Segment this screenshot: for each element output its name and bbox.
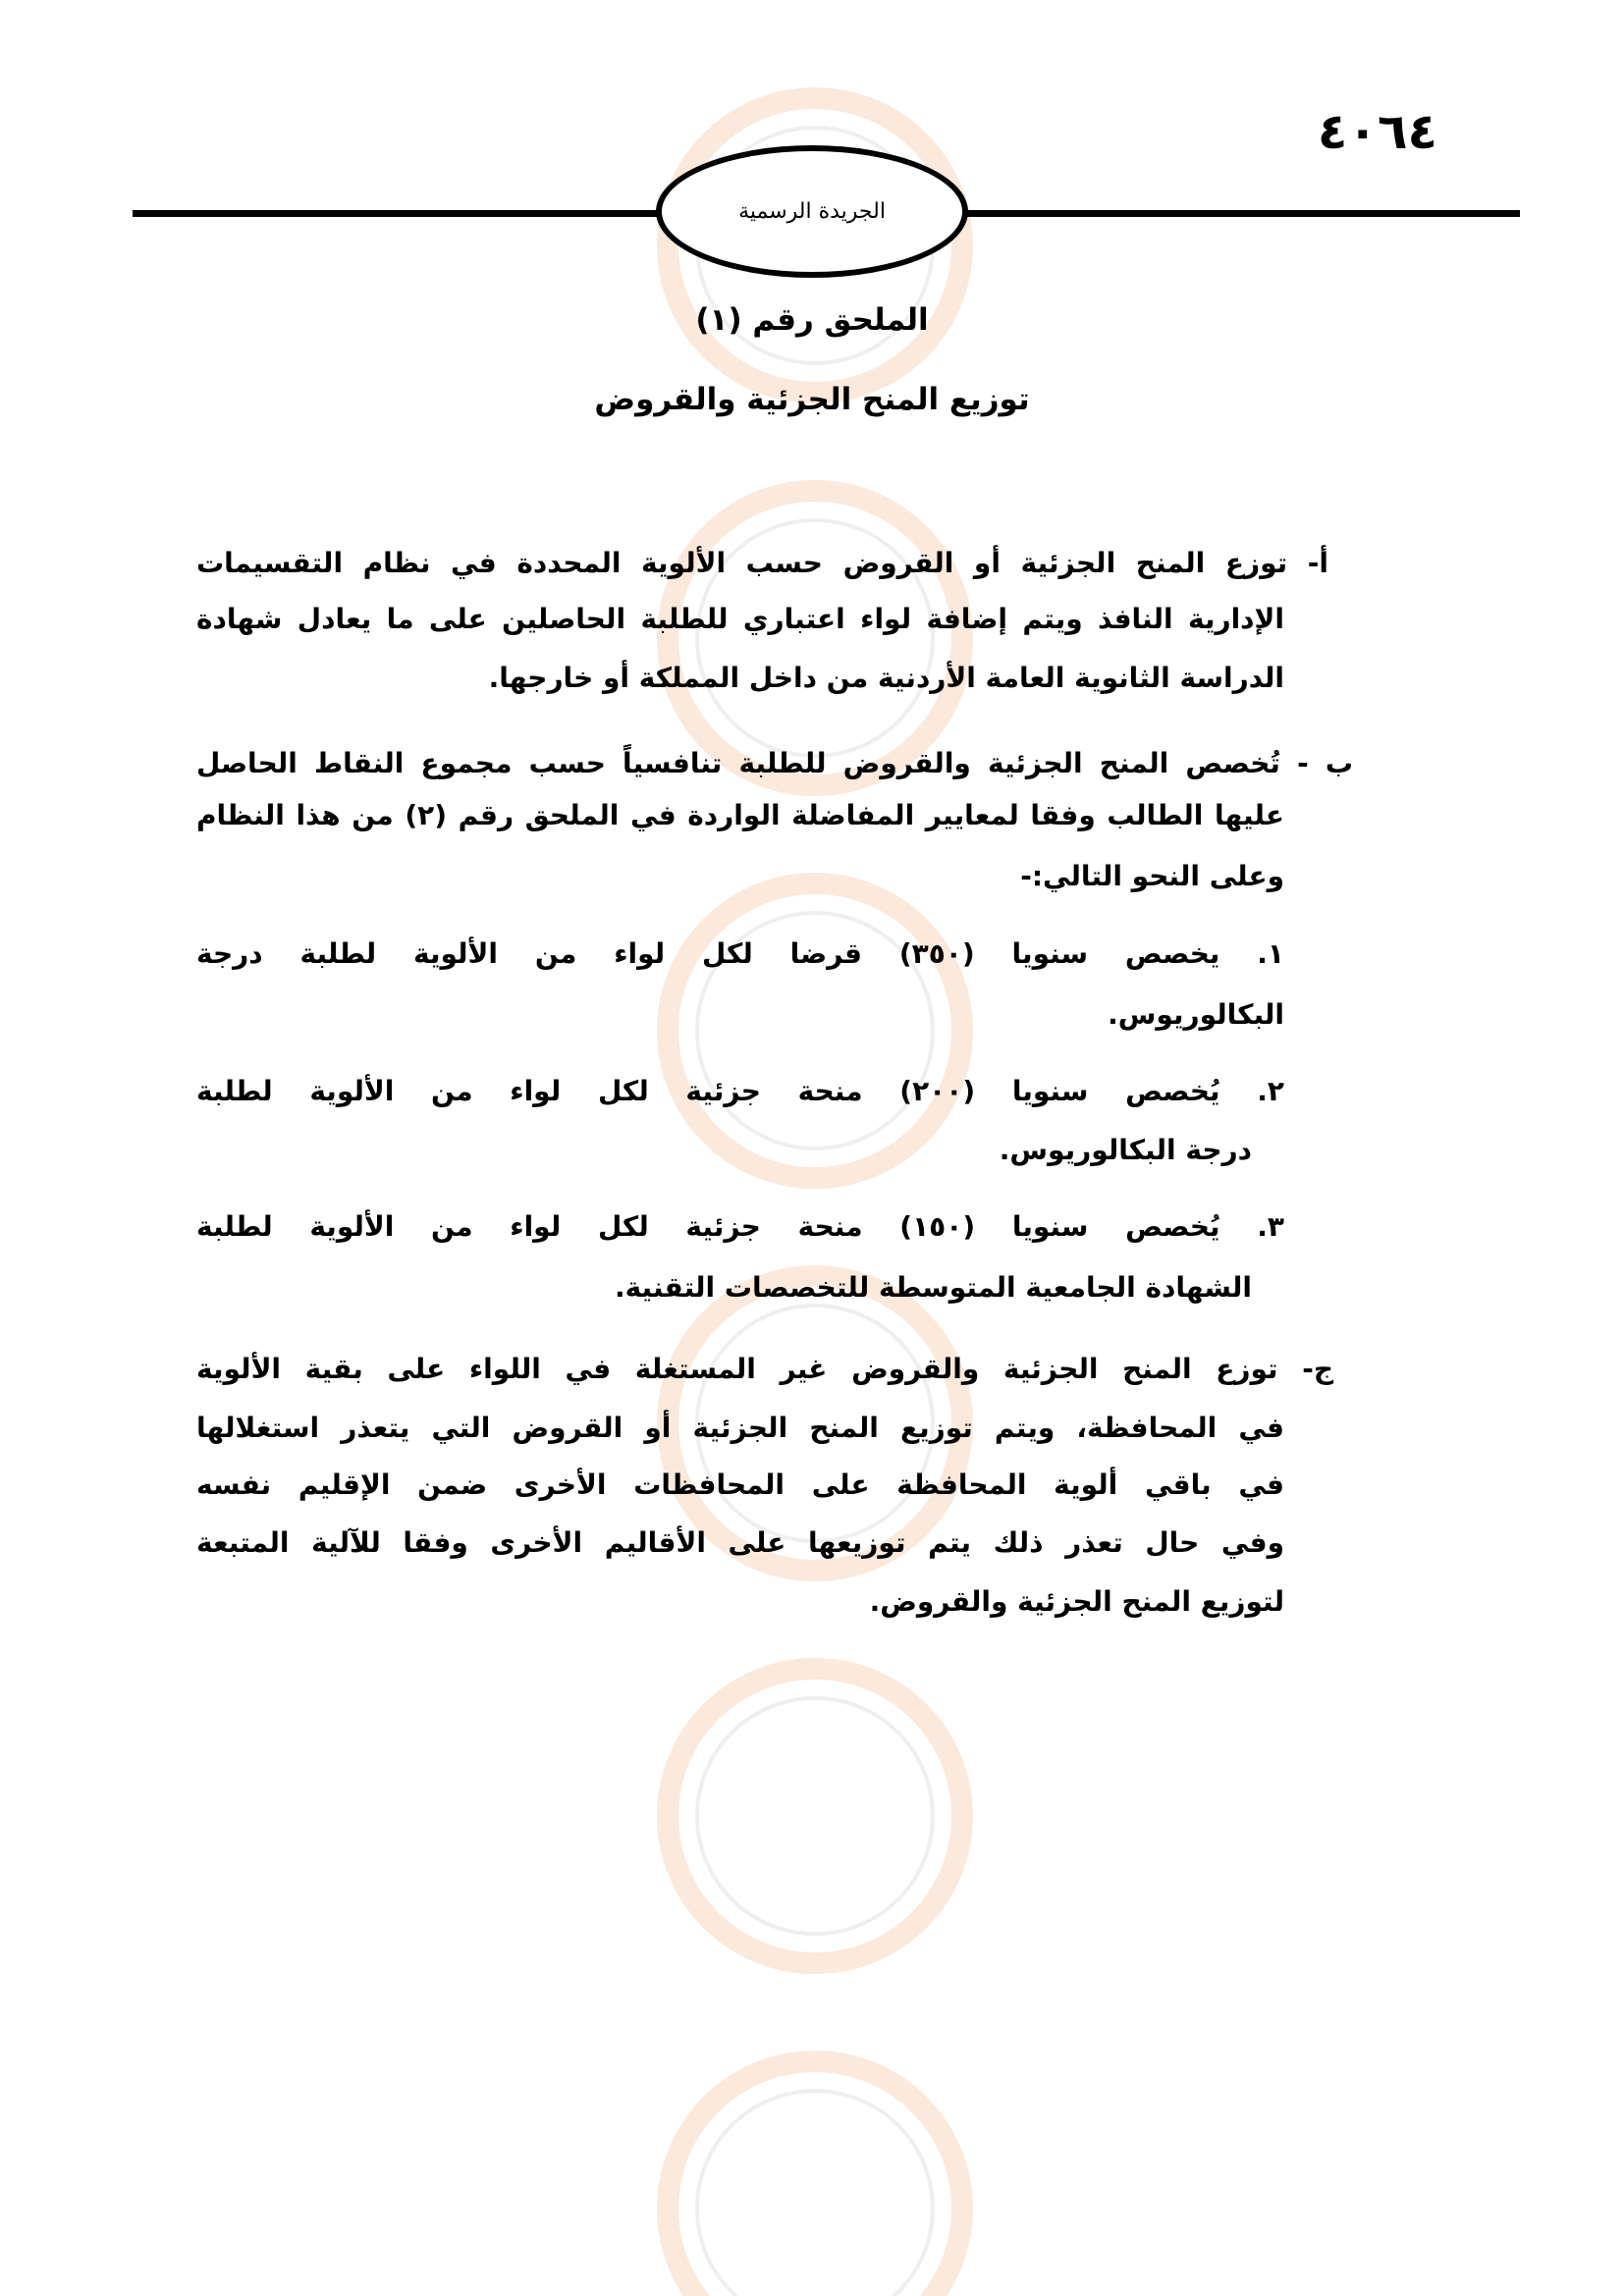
annex-subtitle: توزيع المنح الجزئية والقروض xyxy=(594,382,1030,417)
paragraph-c-line: في المحافظة، ويتم توزيع المنح الجزئية أو القروض التي يتعذر استغلالها xyxy=(196,1412,1284,1444)
item-3-line: الشهادة الجامعية المتوسطة للتخصصات التقنية. xyxy=(614,1271,1252,1304)
paragraph-a-line: أ- توزع المنح الجزئية أو القروض حسب الألوية المحددة في نظام التقسيمات xyxy=(196,547,1328,579)
item-2-line: درجة البكالوريوس. xyxy=(999,1134,1252,1166)
paragraph-a-line: الإدارية النافذ ويتم إضافة لواء اعتباري للطلبة الحاصلين على ما يعادل شهادة xyxy=(196,603,1284,635)
item-2-line: ٢. يُخصص سنويا (٢٠٠) منحة جزئية لكل لواء من الألوية لطلبة xyxy=(196,1075,1284,1107)
item-1-line: البكالوريوس. xyxy=(1108,998,1284,1031)
item-3-line: ٣. يُخصص سنويا (١٥٠) منحة جزئية لكل لواء من الألوية لطلبة xyxy=(196,1210,1284,1243)
paragraph-a-line: الدراسة الثانوية العامة الأردنية من داخل المملكة أو خارجها. xyxy=(488,662,1284,694)
page-number: ٤٠٦٤ xyxy=(1317,103,1437,160)
item-1-line: ١. يخصص سنويا (٣٥٠) قرضا لكل لواء من الألوية لطلبة درجة xyxy=(196,937,1284,970)
paragraph-c-line: لتوزيع المنح الجزئية والقروض. xyxy=(869,1585,1284,1618)
paragraph-c-line: ج- توزع المنح الجزئية والقروض غير المستغلة في اللواء على بقية الألوية xyxy=(196,1353,1333,1385)
annex-title: الملحق رقم (١) xyxy=(695,302,929,338)
paragraph-b-line: ب - تُخصص المنح الجزئية والقروض للطلبة تنافسياً حسب مجموع النقاط الحاصل xyxy=(196,747,1353,779)
gazette-name: الجريدة الرسمية xyxy=(738,199,886,224)
paragraph-b-line: عليها الطالب وفقا لمعايير المفاضلة الواردة في الملحق رقم (٢) من هذا النظام xyxy=(196,799,1284,831)
gazette-name-oval xyxy=(656,145,968,278)
paragraph-c-line: وفي حال تعذر ذلك يتم توزيعها على الأقاليم الأخرى وفقا للآلية المتبعة xyxy=(196,1526,1284,1559)
paragraph-b-line: وعلى النحو التالي:- xyxy=(1020,860,1284,892)
paragraph-c-line: في باقي ألوية المحافظة على المحافظات الأخرى ضمن الإقليم نفسه xyxy=(196,1468,1284,1501)
